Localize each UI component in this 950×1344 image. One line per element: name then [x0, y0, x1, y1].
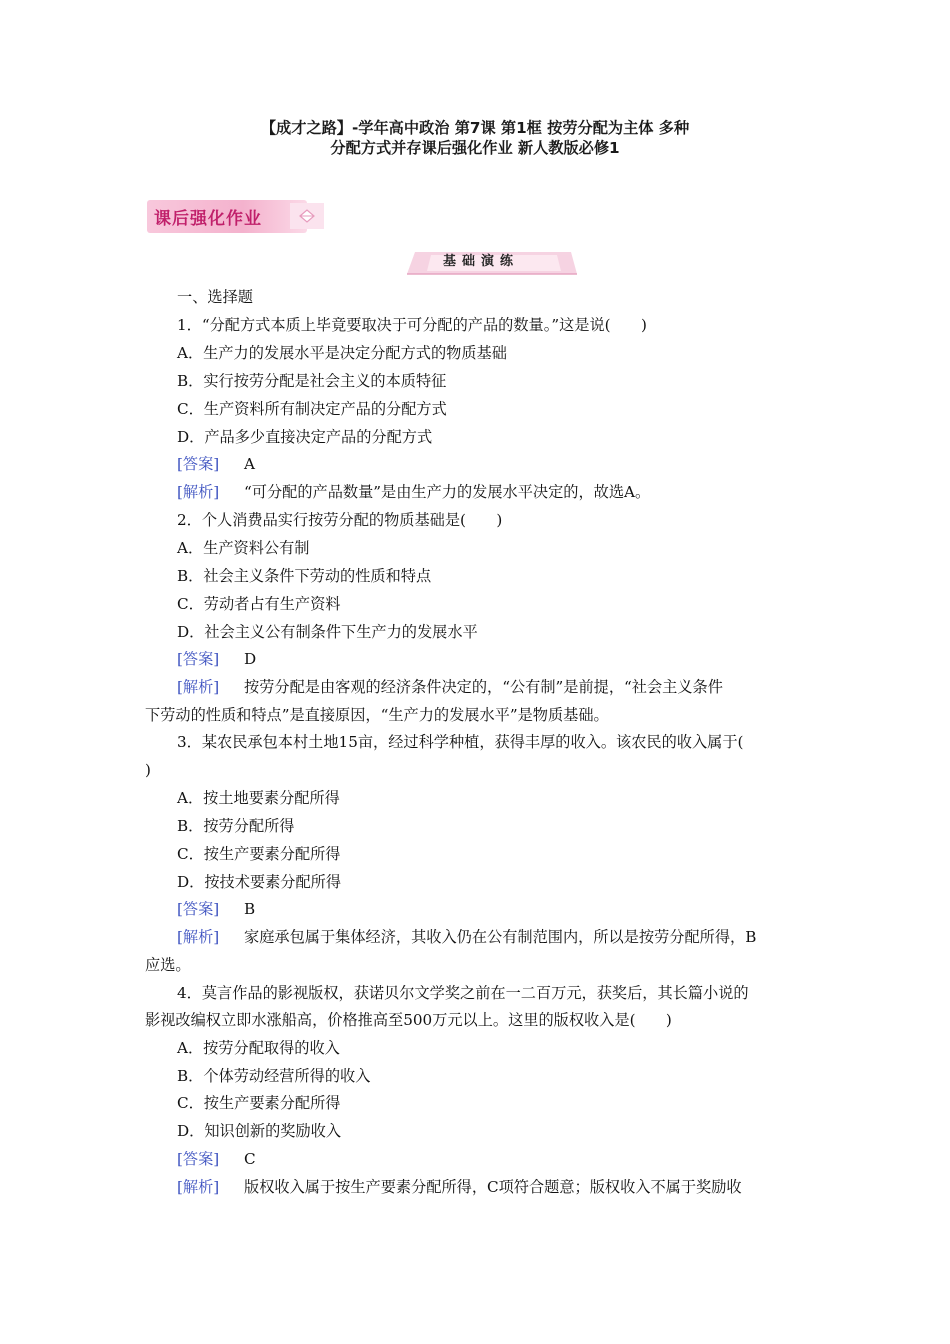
- section-heading: 基础演练: [443, 254, 520, 269]
- banner-label: 课后强化作业: [154, 209, 262, 229]
- answer-tag: [答案]: [177, 900, 220, 918]
- analysis-text: 版权收入属于按生产要素分配所得，C项符合题意；版权收入不属于奖励收: [244, 1178, 742, 1196]
- question-option: D．知识创新的奖励收入: [177, 1122, 342, 1140]
- analysis-text-continued: 下劳动的性质和特点”是直接原因，“生产力的发展水平”是物质基础。: [145, 706, 609, 724]
- question-option: D．社会主义公有制条件下生产力的发展水平: [177, 623, 478, 641]
- question-option: B．实行按劳分配是社会主义的本质特征: [177, 372, 447, 390]
- question-stem: 1．“分配方式本质上毕竟要取决于可分配的产品的数量。”这是说( ): [177, 316, 647, 334]
- title-line-2: 分配方式并存课后强化作业 新人教版必修1: [330, 139, 620, 157]
- question-option: B．个体劳动经营所得的收入: [177, 1067, 371, 1085]
- analysis-text-continued: 应选。: [145, 956, 191, 974]
- analysis-tag: [解析]: [177, 928, 220, 946]
- answer-value: B: [244, 900, 256, 918]
- question-stem: 3．某农民承包本村土地15亩，经过科学种植，获得丰厚的收入。该农民的收入属于(: [177, 733, 744, 751]
- analysis-text: 按劳分配是由客观的经济条件决定的，“公有制”是前提，“社会主义条件: [244, 678, 723, 696]
- answer-value: D: [244, 650, 257, 668]
- question-stem: 2．个人消费品实行按劳分配的物质基础是( ): [177, 511, 503, 529]
- question-option: A．生产资料公有制: [177, 539, 310, 557]
- question-option: C．按生产要素分配所得: [177, 1094, 341, 1112]
- question-option: C．劳动者占有生产资料: [177, 595, 341, 613]
- answer-tag: [答案]: [177, 1150, 220, 1168]
- analysis-tag: [解析]: [177, 678, 220, 696]
- question-option: C．按生产要素分配所得: [177, 845, 341, 863]
- diamond-icon: [290, 203, 324, 229]
- question-stem: 4．莫言作品的影视版权，获诺贝尔文学奖之前在一二百万元，获奖后，其长篇小说的: [177, 984, 749, 1002]
- question-option: C．生产资料所有制决定产品的分配方式: [177, 400, 447, 418]
- question-stem-continued: 影视改编权立即水涨船高，价格推高至500万元以上。这里的版权收入是( ): [145, 1011, 672, 1029]
- answer-value: C: [244, 1150, 256, 1168]
- answer-value: A: [244, 455, 255, 473]
- answer-tag: [答案]: [177, 650, 220, 668]
- analysis-text: 家庭承包属于集体经济，其收入仍在公有制范围内，所以是按劳分配所得，B: [244, 928, 757, 946]
- answer-tag: [答案]: [177, 455, 220, 473]
- question-option: B．按劳分配所得: [177, 817, 295, 835]
- question-option: B．社会主义条件下劳动的性质和特点: [177, 567, 432, 585]
- question-option: A．按土地要素分配所得: [177, 789, 340, 807]
- page-title: [120, 118, 830, 158]
- analysis-tag: [解析]: [177, 483, 220, 501]
- title-line-1: 【成才之路】-学年高中政治 第7课 第1框 按劳分配为主体 多种: [260, 119, 690, 137]
- question-option: A．按劳分配取得的收入: [177, 1039, 340, 1057]
- analysis-text: “可分配的产品数量”是由生产力的发展水平决定的，故选A。: [244, 483, 651, 501]
- question-option: D．产品多少直接决定产品的分配方式: [177, 428, 433, 446]
- question-option: D．按技术要素分配所得: [177, 873, 342, 891]
- analysis-tag: [解析]: [177, 1178, 220, 1196]
- question-option: A．生产力的发展水平是决定分配方式的物质基础: [177, 344, 507, 362]
- question-stem-continued: ): [145, 761, 151, 779]
- part-heading: 一、选择题: [177, 288, 253, 306]
